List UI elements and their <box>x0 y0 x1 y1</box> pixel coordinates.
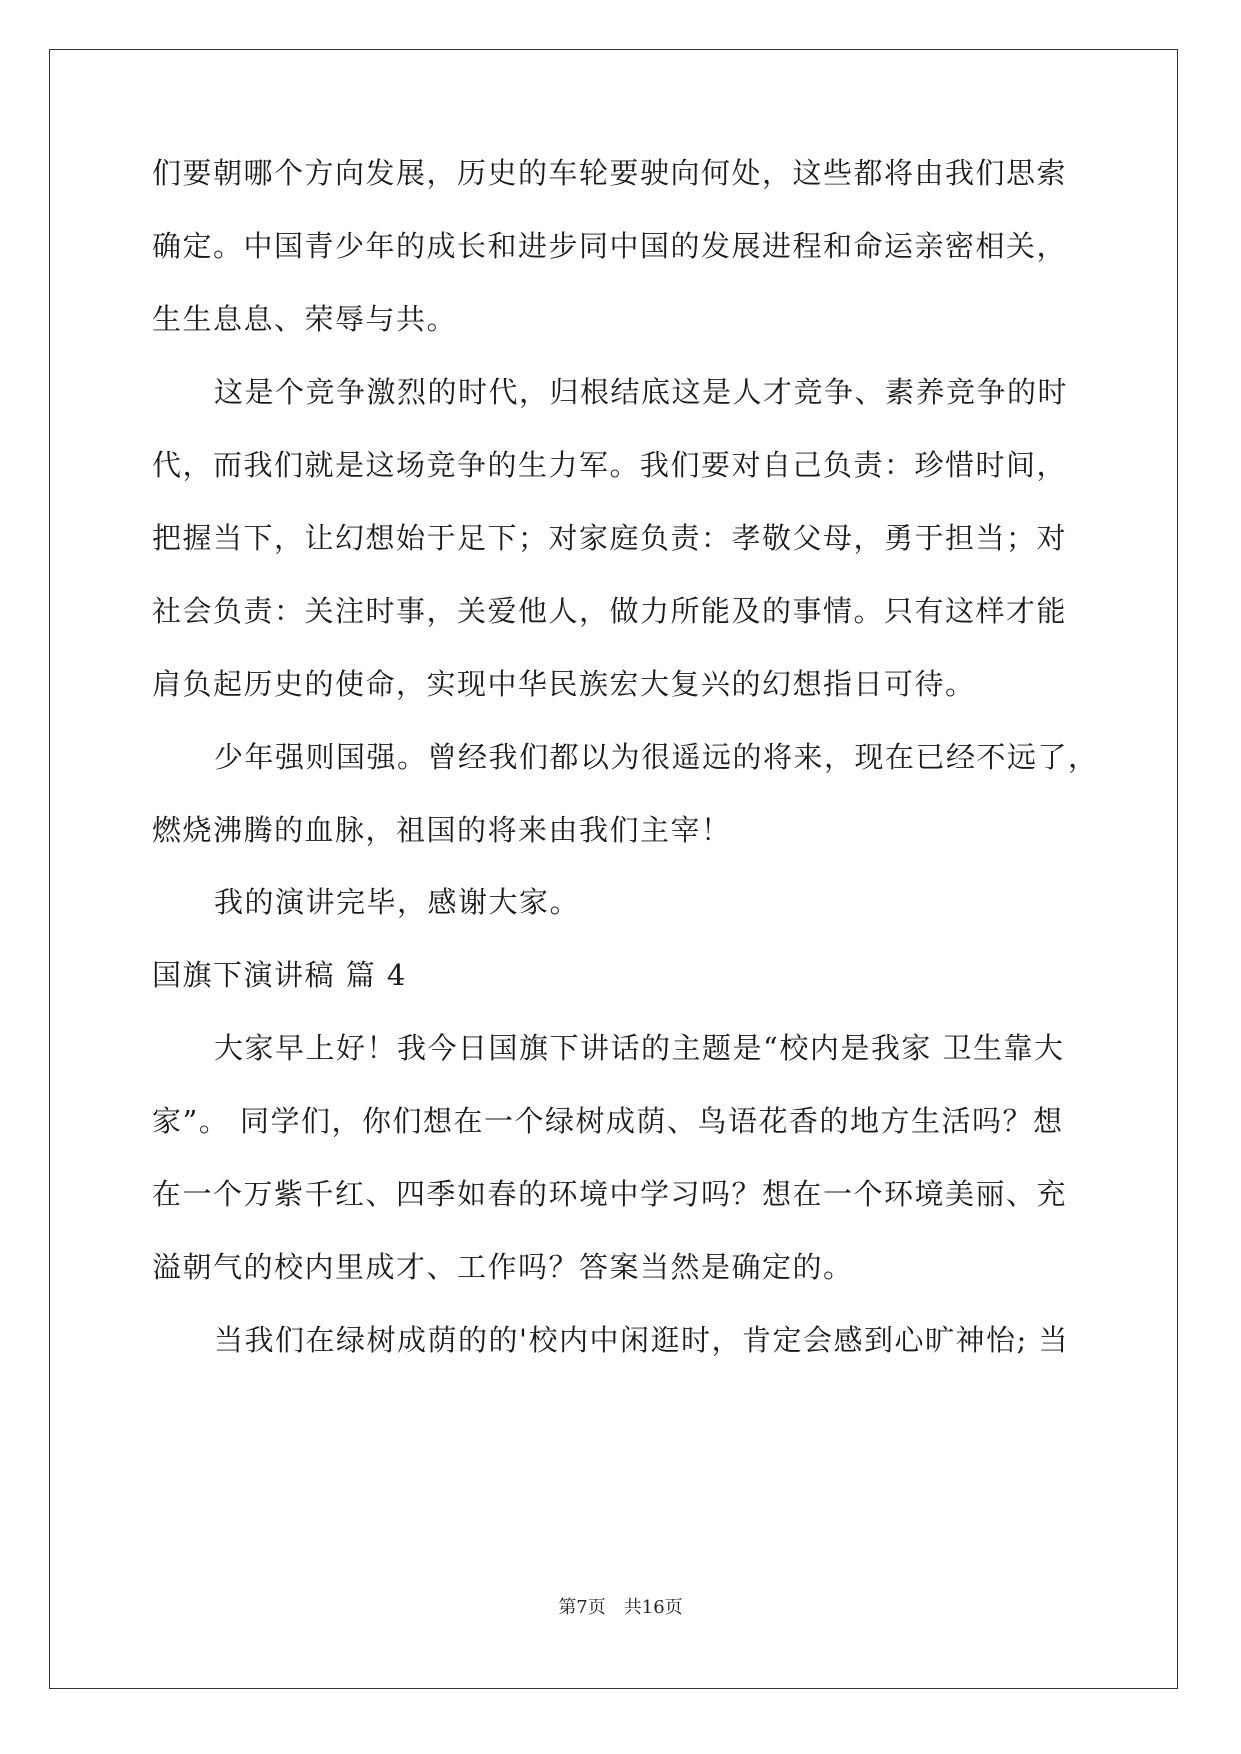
text-line: 把握当下，让幻想始于足下；对家庭负责：孝敬父母，勇于担当；对 <box>152 521 1068 555</box>
paragraph-first-line: 我的演讲完毕，感谢大家。 <box>214 885 581 919</box>
text-line: 生生息息、荣辱与共。 <box>152 302 458 336</box>
page-footer: 第7页 共16页 <box>558 1597 683 1618</box>
paragraph-first-line: 少年强则国强。曾经我们都以为很遥远的将来，现在已经不远了， <box>214 740 1099 774</box>
paragraph-first-line: 大家早上好！我今日国旗下讲话的主题是“校内是我家 卫生靠大 <box>214 1031 1065 1065</box>
text-line: 家”。 同学们，你们想在一个绿树成荫、鸟语花香的地方生活吗？想 <box>152 1104 1064 1138</box>
text-line: 在一个万紫千红、四季如春的环境中学习吗？想在一个环境美丽、充 <box>152 1177 1068 1211</box>
paragraph-first-line: 这是个竞争激烈的时代，归根结底这是人才竞争、素养竞争的时 <box>214 375 1069 409</box>
text-line: 确定。中国青少年的成长和进步同中国的发展进程和命运亲密相关， <box>152 229 1068 263</box>
section-heading: 国旗下演讲稿 篇 4 <box>152 958 407 992</box>
text-line: 肩负起历史的使命，实现中华民族宏大复兴的幻想指日可待。 <box>152 667 976 701</box>
text-line: 社会负责：关注时事，关爱他人，做力所能及的事情。只有这样才能 <box>152 594 1068 628</box>
text-line: 们要朝哪个方向发展，历史的车轮要驶向何处，这些都将由我们思索 <box>152 156 1068 190</box>
text-line: 溢朝气的校内里成才、工作吗？答案当然是确定的。 <box>152 1250 854 1284</box>
text-line: 燃烧沸腾的血脉，祖国的将来由我们主宰！ <box>152 813 732 847</box>
paragraph-first-line: 当我们在绿树成荫的的'校内中闲逛时，肯定会感到心旷神怡; 当 <box>214 1323 1069 1357</box>
page-border <box>49 49 1178 1689</box>
text-line: 代，而我们就是这场竞争的生力军。我们要对自己负责：珍惜时间， <box>152 448 1068 482</box>
